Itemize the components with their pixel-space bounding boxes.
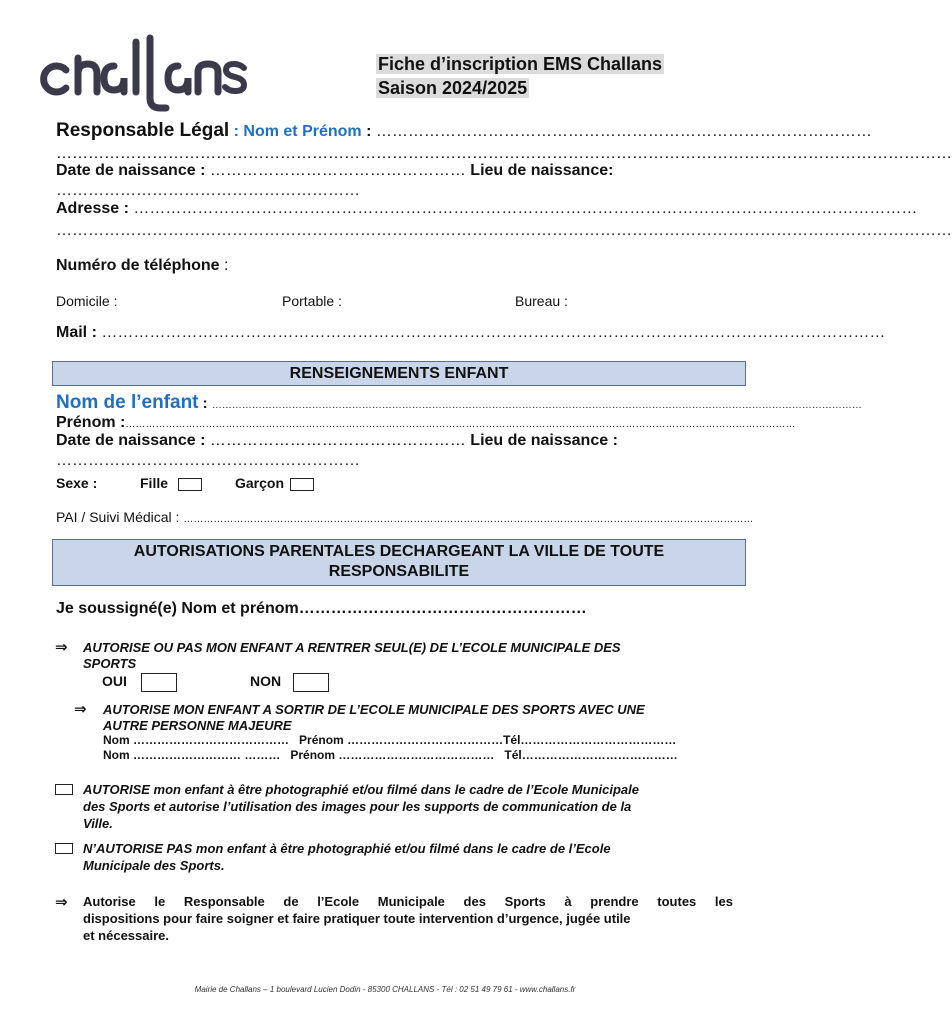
authorization-section-band <box>52 539 746 586</box>
pai-label: PAI / Suivi Médical : <box>56 509 184 525</box>
undersigned-row[interactable] <box>56 600 696 618</box>
sex-boy-option[interactable] <box>235 475 314 491</box>
guardian-heading: Responsable Légal <box>56 120 230 141</box>
guardian-dob-dots: ………………………………………… <box>209 162 466 179</box>
adult-2-nom-dots: ……………………… ……… <box>133 748 281 762</box>
child-birthplace-label: Lieu de naissance : <box>465 432 618 449</box>
no-checkbox[interactable] <box>293 673 329 692</box>
phone-heading-sep: : <box>219 257 229 274</box>
yes-label: OUI <box>102 673 127 690</box>
child-firstname-dots: ………………………………………………………………………………………………………………………………………………………………………………… <box>125 419 796 430</box>
arrow-icon: ⇒ <box>74 701 87 718</box>
adult-1-nom-dots: ………………………………… <box>133 733 290 747</box>
photo-authorization <box>83 781 743 832</box>
authorization-title-line-1: AUTORISATIONS PARENTALES DECHARGEANT LA VILLE DE TOUTE <box>133 543 665 560</box>
authorization-title-line-2: RESPONSABILITE <box>328 563 470 580</box>
guardian-address-continuation[interactable]: …………………………………………………………………………………………………………………………………………………… <box>56 222 952 239</box>
child-name-row[interactable] <box>56 392 862 414</box>
guardian-birthplace-dots[interactable]: ………………………………………………… <box>56 182 360 199</box>
guardian-birthplace-label: Lieu de naissance: <box>465 162 614 179</box>
authorization-go-home-alone <box>83 640 713 672</box>
pai-row[interactable] <box>56 509 754 527</box>
guardian-name-sep: : <box>361 123 376 140</box>
photo-yes-line-3: Ville. <box>83 816 113 831</box>
undersigned-label: Je soussigné(e) Nom et prénom <box>56 600 299 617</box>
child-birthplace-dots[interactable]: ………………………………………………… <box>56 452 360 469</box>
arrow-icon: ⇒ <box>55 639 68 656</box>
adult-1-tel-dots: ………………………………… <box>520 733 677 747</box>
other-adult-line-1: AUTORISE MON ENFANT A SORTIR DE L’ECOLE MUNICIPALE DES SPORTS AVEC UNE <box>103 702 645 717</box>
pai-dots: ……………………………………………………………………………………………………………………………………………………… <box>183 514 754 525</box>
phone-office-label[interactable]: Bureau : <box>515 293 568 309</box>
adult-2-prenom-dots: ………………………………… <box>338 748 495 762</box>
go-home-line-2: SPORTS <box>83 656 137 671</box>
child-name-sep: : <box>198 395 212 412</box>
adult-2-prenom-label: Prénom <box>290 748 336 762</box>
guardian-address-label: Adresse : <box>56 200 134 217</box>
mail-row[interactable] <box>56 324 886 342</box>
guardian-name-continuation[interactable]: …………………………………………………………………………………………………………………………………………………… <box>56 145 952 162</box>
adult-row-2[interactable] <box>103 748 733 762</box>
adult-2-tel-dots: ………………………………… <box>521 748 678 762</box>
care-line-1: Autorise le Responsable de l’Ecole Municipale des Sports à prendre toutes les <box>83 894 733 909</box>
guardian-address-dots: ………………………………………………………………………………………………………………………………… <box>133 200 918 217</box>
sex-row <box>56 475 97 491</box>
adult-1-prenom-label: Prénom <box>299 733 344 747</box>
adult-1-prenom-dots: ………………………………… <box>347 733 504 747</box>
child-name-dots: …………………………………………………………………………………………………………………………………………………………………………… <box>211 400 862 411</box>
adult-2-nom-label: Nom <box>103 748 130 762</box>
photo-no-line-2: Municipale des Sports. <box>83 858 225 873</box>
photo-yes-checkbox[interactable] <box>55 781 73 799</box>
no-label: NON <box>250 673 282 690</box>
sex-boy-label: Garçon <box>235 475 285 491</box>
sex-girl-checkbox[interactable] <box>178 478 202 491</box>
phone-home-label[interactable]: Domicile : <box>56 293 118 309</box>
child-dob-label: Date de naissance : <box>56 432 210 449</box>
photo-yes-line-1: AUTORISE mon enfant à être photographié et/ou filmé dans le cadre de l’Ecole Municipale <box>83 782 639 797</box>
phone-heading-row <box>56 257 228 275</box>
adult-1-tel-label: Tél <box>503 733 521 747</box>
mail-label: Mail : <box>56 324 102 341</box>
guardian-address-row[interactable] <box>56 200 918 218</box>
child-name-label: Nom de l’enfant <box>56 392 199 413</box>
other-adult-line-2: AUTRE PERSONNE MAJEURE <box>103 718 292 733</box>
care-line-2: dispositions pour faire soigner et faire pratiquer toute intervention d’urgence, jugée utile <box>83 911 631 926</box>
title-line-2: Saison 2024/2025 <box>378 78 528 98</box>
child-firstname-row[interactable] <box>56 414 796 432</box>
guardian-dob-row[interactable] <box>56 162 686 180</box>
mail-dots: ………………………………………………………………………………………………………………………………… <box>101 324 886 341</box>
guardian-sep: : <box>229 123 244 140</box>
guardian-name-dots: ………………………………………………………………………………… <box>375 123 872 140</box>
child-dob-dots: ………………………………………… <box>209 432 466 449</box>
footer-address: Mairie de Challans – 1 boulevard Lucien Dodin - 85300 CHALLANS - Tél : 02 51 49 79 61 - www.challans.fr <box>194 985 576 994</box>
photo-refusal <box>83 840 743 874</box>
phone-mobile-label[interactable]: Portable : <box>282 293 342 309</box>
adult-1-nom-label: Nom <box>103 733 130 747</box>
sex-label: Sexe : <box>56 475 98 491</box>
child-section-band <box>52 361 746 386</box>
no-option[interactable] <box>250 673 329 692</box>
photo-yes-line-2: des Sports et autorise l’utilisation des images pour les supports de communication de la <box>83 799 632 814</box>
arrow-icon: ⇒ <box>55 894 68 911</box>
photo-yes-box[interactable] <box>55 784 73 795</box>
guardian-dob-label: Date de naissance : <box>56 162 210 179</box>
sex-girl-option[interactable] <box>140 475 202 491</box>
adult-2-tel-label: Tél <box>504 748 522 762</box>
sex-boy-checkbox[interactable] <box>290 478 314 491</box>
care-line-3: et nécessaire. <box>83 928 170 943</box>
yes-checkbox[interactable] <box>141 673 177 692</box>
title-line-1: Fiche d’inscription EMS Challans <box>378 54 663 74</box>
sex-girl-label: Fille <box>140 475 169 491</box>
photo-no-line-1: N’AUTORISE PAS mon enfant à être photographié et/ou filmé dans le cadre de l’Ecole <box>83 841 611 856</box>
authorization-other-adult <box>103 702 723 734</box>
photo-no-box[interactable] <box>55 843 73 854</box>
photo-no-checkbox[interactable] <box>55 840 73 858</box>
undersigned-dots: ……………………………………………… <box>298 600 587 617</box>
challans-logo <box>36 30 256 110</box>
adult-row-1[interactable] <box>103 733 733 747</box>
child-dob-row[interactable] <box>56 432 686 450</box>
guardian-name-label: Nom et Prénom <box>243 123 362 140</box>
medical-care-authorization <box>83 893 733 944</box>
child-section-title: RENSEIGNEMENTS ENFANT <box>289 365 509 382</box>
guardian-name-row[interactable] <box>56 120 872 142</box>
form-title <box>376 52 664 100</box>
phone-heading: Numéro de téléphone <box>56 257 220 274</box>
go-home-line-1: AUTORISE OU PAS MON ENFANT A RENTRER SEUL(E) DE L’ECOLE MUNICIPALE DES <box>83 640 621 655</box>
yes-option[interactable] <box>102 673 177 692</box>
child-firstname-label: Prénom : <box>56 414 126 431</box>
